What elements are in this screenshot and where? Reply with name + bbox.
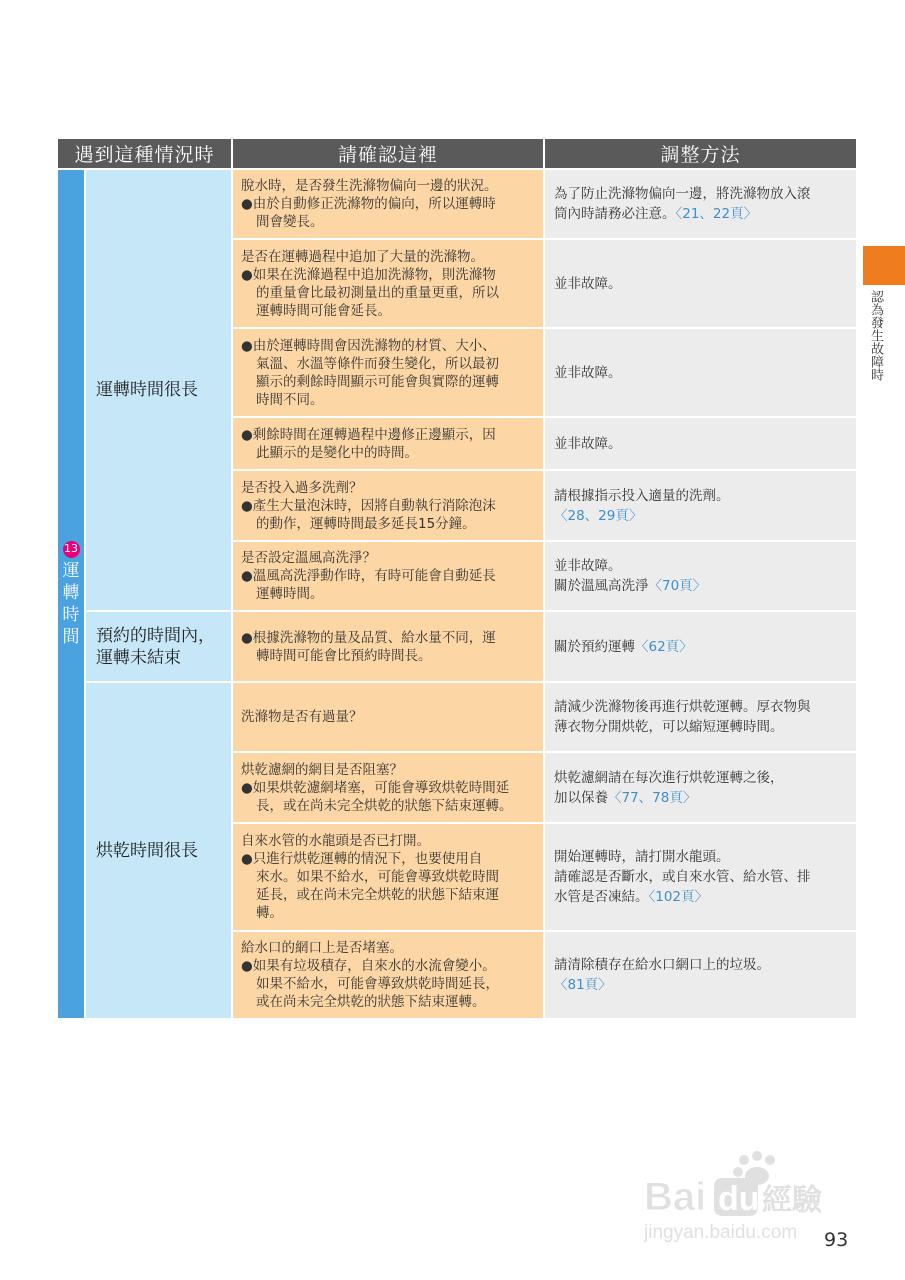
check-text: ●如果有垃圾積存，自來水的水流會變小。 [241,958,496,974]
check-cell [233,824,543,930]
fix-text: 請減少洗滌物後再進行烘乾運轉。厚衣物與 [554,699,811,715]
check-cell [233,542,543,610]
check-text: 間會變長。 [256,214,324,230]
check-text: 運轉時間。 [256,586,324,602]
fix-cell [545,240,856,327]
situation-text: 運轉時間很長 [96,380,198,400]
page-reference-link[interactable]: 〈62頁〉 [635,638,693,655]
fix-text: 請根據指示投入適量的洗劑。 [554,487,730,504]
check-text: 或在尚未完全烘乾的狀態下結束運轉。 [256,994,486,1010]
check-cell [233,683,543,751]
fix-text: 請確認是否斷水，或自來水管、給水管、排 [554,869,811,885]
situation-long-runtime [86,170,231,610]
check-cell [233,753,543,822]
fix-cell [545,932,856,1018]
check-text: 自來水管的水龍頭是否已打開。 [241,833,430,849]
fix-text: 加以保養 [554,789,608,806]
check-text: ●由於運轉時間會因洗滌物的材質、大小、 [241,337,496,354]
svg-text:jingyan.baidu.com: jingyan.baidu.com [644,1222,798,1243]
fix-text: 請清除積存在給水口網口上的垃圾。 [554,957,770,973]
check-text: 給水口的網口上是否堵塞。 [241,940,403,956]
check-cell [233,170,543,238]
check-text: 洗滌物是否有過量？ [241,709,363,725]
situation-text: 運轉未結束 [96,647,181,668]
check-text: 此顯示的是變化中的時間。 [256,444,418,461]
check-text: ●根據洗滌物的量及品質、給水量不同，運 [241,629,496,646]
svg-text:du: du [718,1180,760,1218]
fix-text: 關於預約運轉 [554,638,635,655]
section-char: 間 [62,626,80,647]
fix-cell [545,612,856,681]
page-reference-link[interactable]: 〈21、22頁〉 [675,206,758,222]
header-check: 請確認這裡 [233,139,543,168]
fix-cell [545,329,856,416]
chapter-tab[interactable] [863,246,905,285]
troubleshooting-table [58,139,850,1018]
section-number-badge: 13 [63,541,80,558]
section-char: 運 [62,560,80,581]
fix-text: 開始運轉時，請打開水龍頭。 [554,849,730,865]
header-situation: 遇到這種情況時 [58,139,231,168]
page-number: 93 [824,1229,849,1251]
check-text: 如果不給水，可能會導致烘乾時間延長， [256,976,499,992]
fix-text: 薄衣物分開烘乾，可以縮短運轉時間。 [554,719,784,735]
fix-text: 並非故障。 [554,364,622,381]
fix-cell [545,753,856,822]
check-text: ●只進行烘乾運轉的情況下，也要使用自 [241,851,483,867]
check-text: ●由於自動修正洗滌物的偏向，所以運轉時 [241,196,496,212]
fix-cell [545,542,856,610]
check-text: ●如果烘乾濾網堵塞，可能會導致烘乾時間延 [241,779,510,796]
check-text: 烘乾濾網的網目是否阻塞？ [241,761,403,778]
check-text: ●產生大量泡沫時，因將自動執行消除泡沫 [241,497,496,514]
fix-cell [545,824,856,930]
page-reference-link[interactable]: 〈81頁〉 [554,977,612,993]
situation-long-drying [86,683,231,1018]
check-text: 來水。如果不給水，可能會導致烘乾時間 [256,869,499,885]
check-text: ●溫風高洗淨動作時，有時可能會自動延長 [241,568,496,584]
check-text: 轉時間可能會比預約時間長。 [256,647,432,664]
fix-text: 並非故障。 [554,275,622,292]
fix-text: 關於溫風高洗淨 [554,578,649,594]
fix-text: 並非故障。 [554,558,622,574]
check-cell [233,418,543,469]
fix-cell [545,418,856,469]
section-label [58,170,84,1018]
check-text: 轉。 [256,905,283,921]
page-reference-link[interactable]: 〈77、78頁〉 [608,789,697,806]
check-text: 是否在運轉過程中追加了大量的洗滌物。 [241,248,484,265]
check-text: 延長，或在尚未完全烘乾的狀態下結束運 [256,887,499,903]
situation-text: 預約的時間內， [96,625,215,646]
section-char: 轉 [62,582,80,603]
baidu-watermark-logo [640,1150,855,1245]
page-reference-link[interactable]: 〈70頁〉 [648,578,707,594]
check-text: 氣溫、水溫等條件而發生變化，所以最初 [256,355,499,372]
fix-cell [545,683,856,751]
check-text: 的動作，運轉時間最多延長15分鐘。 [256,515,476,532]
check-text: 脫水時，是否發生洗滌物偏向一邊的狀況。 [241,178,498,194]
situation-text: 烘乾時間很長 [96,840,198,861]
check-cell [233,612,543,681]
check-text: 時間不同。 [256,391,324,408]
header-fix: 調整方法 [545,139,856,168]
check-text: 運轉時間可能會延長。 [256,302,391,319]
fix-text: 並非故障。 [554,435,622,452]
fix-cell [545,471,856,540]
fix-text: 水管是否凍結。 [554,889,649,905]
check-text: 是否投入過多洗劑？ [241,479,363,496]
page-reference-link[interactable]: 〈28、29頁〉 [554,507,643,524]
svg-text:Bai: Bai [644,1175,707,1219]
check-cell [233,329,543,416]
page-reference-link[interactable]: 〈102頁〉 [648,889,709,905]
check-cell [233,932,543,1018]
fix-cell [545,170,856,238]
check-text: ●如果在洗滌過程中追加洗滌物，則洗滌物 [241,266,496,283]
situation-reservation [86,612,231,681]
check-text: 的重量會比最初測量出的重量更重，所以 [256,284,499,301]
check-cell [233,240,543,327]
check-text: 是否設定溫風高洗淨？ [241,550,376,566]
check-text: ●剩餘時間在運轉過程中邊修正邊顯示，因 [241,426,496,443]
fix-text: 筒內時請務必注意。 [554,206,676,222]
svg-text:經驗: 經驗 [762,1183,822,1218]
chapter-tab-label: 認為發生故障時 [868,290,883,381]
fix-text: 為了防止洗滌物偏向一邊，將洗滌物放入滾 [554,186,811,202]
check-cell [233,471,543,540]
fix-text: 烘乾濾網請在每次進行烘乾運轉之後， [554,769,784,786]
section-char: 時 [62,604,80,625]
check-text: 長，或在尚未完全烘乾的狀態下結束運轉。 [256,797,513,814]
check-text: 顯示的剩餘時間顯示可能會與實際的運轉 [256,373,499,390]
